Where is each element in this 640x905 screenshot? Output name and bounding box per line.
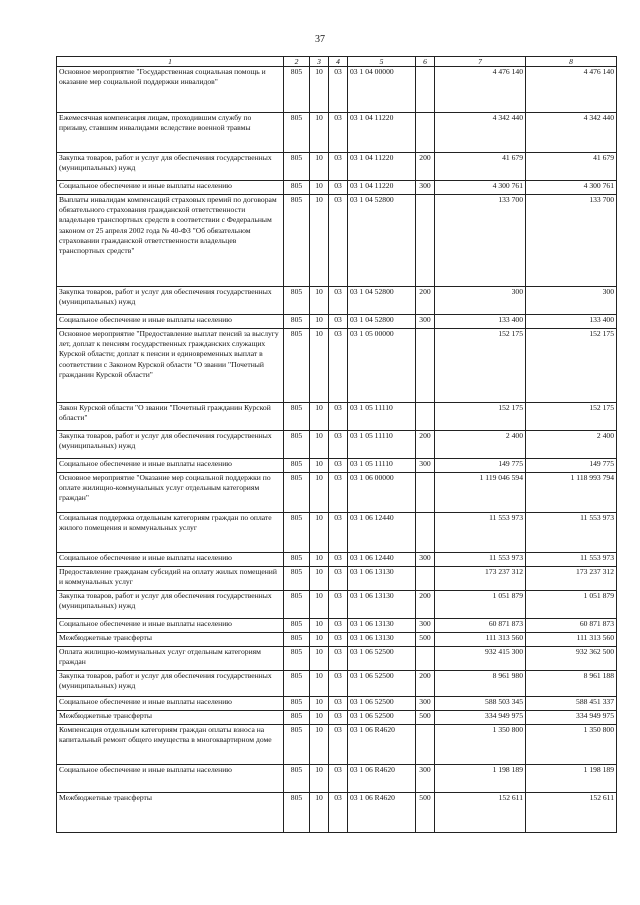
- row-name: Межбюджетные трансферты: [57, 633, 284, 647]
- row-amount-2: 173 237 312: [526, 567, 617, 591]
- row-subsection: 03: [329, 671, 348, 697]
- row-expense-type: [416, 403, 435, 431]
- row-section: 10: [310, 67, 329, 113]
- row-subsection: 03: [329, 793, 348, 833]
- row-code: 805: [284, 181, 310, 195]
- row-target-article: 03 1 04 52800: [348, 287, 416, 315]
- row-target-article: 03 1 06 52500: [348, 671, 416, 697]
- row-section: 10: [310, 553, 329, 567]
- row-target-article: 03 1 04 52800: [348, 195, 416, 287]
- row-section: 10: [310, 567, 329, 591]
- table-row: [57, 329, 617, 403]
- row-code: 805: [284, 765, 310, 793]
- row-amount-2: 2 400: [526, 431, 617, 459]
- row-name: Социальное обеспечение и иные выплаты населению: [57, 181, 284, 195]
- row-amount-1: 4 342 440: [435, 113, 526, 153]
- row-name: Основное мероприятие "Оказание мер социальной поддержки по оплате жилищно-коммунальных услуг отдельным категориям граждан": [57, 473, 284, 513]
- row-name: Закупка товаров, работ и услуг для обеспечения государственных (муниципальных) нужд: [57, 591, 284, 619]
- table-row: [57, 403, 617, 431]
- row-expense-type: 200: [416, 591, 435, 619]
- row-code: 805: [284, 725, 310, 765]
- row-code: 805: [284, 591, 310, 619]
- row-name: Межбюджетные трансферты: [57, 793, 284, 833]
- row-section: 10: [310, 725, 329, 765]
- row-code: 805: [284, 315, 310, 329]
- table-row: [57, 591, 617, 619]
- row-amount-2: 334 949 975: [526, 711, 617, 725]
- row-section: 10: [310, 431, 329, 459]
- row-target-article: 03 1 05 11110: [348, 403, 416, 431]
- row-expense-type: 500: [416, 793, 435, 833]
- row-target-article: 03 1 06 12440: [348, 513, 416, 553]
- row-name: Ежемесячная компенсация лицам, проходившим службу по призыву, ставшим инвалидами вследствие военной травмы: [57, 113, 284, 153]
- table-row: [57, 315, 617, 329]
- row-amount-2: 1 198 189: [526, 765, 617, 793]
- row-name: Социальное обеспечение и иные выплаты населению: [57, 697, 284, 711]
- page-number: 37: [315, 34, 325, 45]
- row-amount-2: 11 553 973: [526, 553, 617, 567]
- table-row: [57, 153, 617, 181]
- row-subsection: 03: [329, 697, 348, 711]
- row-target-article: 03 1 06 R4620: [348, 725, 416, 765]
- row-target-article: 03 1 06 13130: [348, 567, 416, 591]
- column-number-8: 8: [526, 57, 617, 67]
- column-number-5: 5: [348, 57, 416, 67]
- row-amount-1: 1 119 046 594: [435, 473, 526, 513]
- row-amount-1: 152 175: [435, 403, 526, 431]
- row-name: Основное мероприятие "Государственная социальная помощь и оказание мер социальной поддержки инвалидов": [57, 67, 284, 113]
- row-amount-1: 2 400: [435, 431, 526, 459]
- row-section: 10: [310, 473, 329, 513]
- row-code: 805: [284, 431, 310, 459]
- row-subsection: 03: [329, 67, 348, 113]
- row-name: Закупка товаров, работ и услуг для обеспечения государственных (муниципальных) нужд: [57, 671, 284, 697]
- row-subsection: 03: [329, 633, 348, 647]
- row-subsection: 03: [329, 591, 348, 619]
- row-section: 10: [310, 459, 329, 473]
- row-amount-2: 133 400: [526, 315, 617, 329]
- row-amount-1: 1 198 189: [435, 765, 526, 793]
- row-amount-2: 932 362 500: [526, 647, 617, 671]
- row-target-article: 03 1 05 11110: [348, 431, 416, 459]
- row-amount-1: 41 679: [435, 153, 526, 181]
- table-row: [57, 567, 617, 591]
- row-amount-2: 1 051 879: [526, 591, 617, 619]
- row-expense-type: [416, 647, 435, 671]
- row-subsection: 03: [329, 153, 348, 181]
- row-expense-type: 200: [416, 671, 435, 697]
- row-section: 10: [310, 513, 329, 553]
- row-name: Социальное обеспечение и иные выплаты населению: [57, 315, 284, 329]
- row-subsection: 03: [329, 765, 348, 793]
- row-name: Закупка товаров, работ и услуг для обеспечения государственных (муниципальных) нужд: [57, 431, 284, 459]
- table-row: [57, 287, 617, 315]
- row-expense-type: 500: [416, 633, 435, 647]
- row-expense-type: 300: [416, 459, 435, 473]
- row-name: Социальное обеспечение и иные выплаты населению: [57, 553, 284, 567]
- row-name: Социальная поддержка отдельным категориям граждан по оплате жилого помещения и коммунальных услуг: [57, 513, 284, 553]
- row-section: 10: [310, 315, 329, 329]
- row-section: 10: [310, 195, 329, 287]
- row-code: 805: [284, 619, 310, 633]
- row-subsection: 03: [329, 195, 348, 287]
- row-amount-2: 152 611: [526, 793, 617, 833]
- row-amount-1: 133 400: [435, 315, 526, 329]
- table-row: [57, 619, 617, 633]
- row-amount-1: 133 700: [435, 195, 526, 287]
- row-code: 805: [284, 711, 310, 725]
- row-amount-1: 152 611: [435, 793, 526, 833]
- row-code: 805: [284, 329, 310, 403]
- row-name: Выплаты инвалидам компенсаций страховых премий по договорам обязательного страхования гражданской ответственности владельцев транспортных средств в соответствии с Федеральным законом от 25 апреля 2002 года № 40-ФЗ "Об обязательном страховании гражданской ответственности владельцев транспортных средств": [57, 195, 284, 287]
- row-amount-2: 4 342 440: [526, 113, 617, 153]
- row-amount-2: 4 476 140: [526, 67, 617, 113]
- row-code: 805: [284, 195, 310, 287]
- row-section: 10: [310, 633, 329, 647]
- row-amount-2: 11 553 973: [526, 513, 617, 553]
- row-amount-2: 149 775: [526, 459, 617, 473]
- row-target-article: 03 1 06 52500: [348, 711, 416, 725]
- row-subsection: 03: [329, 711, 348, 725]
- row-target-article: 03 1 05 00000: [348, 329, 416, 403]
- row-name: Социальное обеспечение и иные выплаты населению: [57, 765, 284, 793]
- row-subsection: 03: [329, 403, 348, 431]
- row-target-article: 03 1 06 00000: [348, 473, 416, 513]
- row-expense-type: [416, 725, 435, 765]
- row-section: 10: [310, 793, 329, 833]
- row-amount-2: 4 300 761: [526, 181, 617, 195]
- row-target-article: 03 1 06 12440: [348, 553, 416, 567]
- row-target-article: 03 1 05 11110: [348, 459, 416, 473]
- row-amount-1: 588 503 345: [435, 697, 526, 711]
- row-section: 10: [310, 287, 329, 315]
- column-number-7: 7: [435, 57, 526, 67]
- row-amount-2: 60 871 873: [526, 619, 617, 633]
- table-row: [57, 711, 617, 725]
- row-amount-2: 111 313 560: [526, 633, 617, 647]
- row-expense-type: 300: [416, 765, 435, 793]
- row-target-article: 03 1 04 11220: [348, 153, 416, 181]
- row-amount-2: 133 700: [526, 195, 617, 287]
- row-expense-type: [416, 195, 435, 287]
- row-subsection: 03: [329, 725, 348, 765]
- row-expense-type: 300: [416, 697, 435, 711]
- row-code: 805: [284, 793, 310, 833]
- row-target-article: 03 1 06 R4620: [348, 793, 416, 833]
- row-code: 805: [284, 403, 310, 431]
- row-amount-1: 300: [435, 287, 526, 315]
- row-section: 10: [310, 403, 329, 431]
- row-target-article: 03 1 06 13130: [348, 633, 416, 647]
- row-section: 10: [310, 153, 329, 181]
- row-expense-type: [416, 473, 435, 513]
- row-section: 10: [310, 619, 329, 633]
- table-row: [57, 765, 617, 793]
- row-expense-type: 300: [416, 315, 435, 329]
- row-expense-type: 500: [416, 711, 435, 725]
- row-subsection: 03: [329, 287, 348, 315]
- row-subsection: 03: [329, 553, 348, 567]
- row-code: 805: [284, 647, 310, 671]
- row-name: Социальное обеспечение и иные выплаты населению: [57, 619, 284, 633]
- row-section: 10: [310, 591, 329, 619]
- row-section: 10: [310, 181, 329, 195]
- row-expense-type: [416, 113, 435, 153]
- row-name: Основное мероприятие "Предоставление выплат пенсий за выслугу лет, доплат к пенсиям государственных гражданских служащих Курской области; доплат к пенсии и единовременных выплат в соответствии с Законом Курской области "О звании "Почетный гражданин Курской области": [57, 329, 284, 403]
- row-expense-type: [416, 67, 435, 113]
- row-code: 805: [284, 153, 310, 181]
- row-target-article: 03 1 06 13130: [348, 619, 416, 633]
- row-expense-type: 200: [416, 431, 435, 459]
- table-row: [57, 633, 617, 647]
- row-amount-1: 111 313 560: [435, 633, 526, 647]
- row-section: 10: [310, 765, 329, 793]
- row-target-article: 03 1 06 52500: [348, 697, 416, 711]
- row-amount-2: 152 175: [526, 403, 617, 431]
- row-subsection: 03: [329, 181, 348, 195]
- row-code: 805: [284, 513, 310, 553]
- row-expense-type: [416, 513, 435, 553]
- row-amount-2: 300: [526, 287, 617, 315]
- row-amount-1: 1 350 800: [435, 725, 526, 765]
- column-number-3: 3: [310, 57, 329, 67]
- row-subsection: 03: [329, 513, 348, 553]
- row-code: 805: [284, 567, 310, 591]
- row-target-article: 03 1 04 11220: [348, 181, 416, 195]
- row-amount-1: 1 051 879: [435, 591, 526, 619]
- row-name: Предоставление гражданам субсидий на оплату жилых помещений и коммунальных услуг: [57, 567, 284, 591]
- row-amount-2: 41 679: [526, 153, 617, 181]
- row-subsection: 03: [329, 459, 348, 473]
- row-amount-1: 60 871 873: [435, 619, 526, 633]
- row-code: 805: [284, 553, 310, 567]
- table-row: [57, 553, 617, 567]
- row-amount-1: 173 237 312: [435, 567, 526, 591]
- row-amount-1: 11 553 973: [435, 513, 526, 553]
- table-row: [57, 671, 617, 697]
- row-expense-type: 300: [416, 181, 435, 195]
- row-amount-2: 8 961 188: [526, 671, 617, 697]
- row-section: 10: [310, 697, 329, 711]
- table-row: [57, 473, 617, 513]
- row-amount-2: 588 451 337: [526, 697, 617, 711]
- row-subsection: 03: [329, 473, 348, 513]
- row-expense-type: 300: [416, 553, 435, 567]
- row-amount-1: 149 775: [435, 459, 526, 473]
- row-target-article: 03 1 06 52500: [348, 647, 416, 671]
- column-number-4: 4: [329, 57, 348, 67]
- row-section: 10: [310, 647, 329, 671]
- row-subsection: 03: [329, 113, 348, 153]
- row-section: 10: [310, 711, 329, 725]
- row-code: 805: [284, 287, 310, 315]
- row-target-article: 03 1 06 13130: [348, 591, 416, 619]
- row-amount-2: 1 118 993 794: [526, 473, 617, 513]
- row-name: Закупка товаров, работ и услуг для обеспечения государственных (муниципальных) нужд: [57, 287, 284, 315]
- row-target-article: 03 1 04 00000: [348, 67, 416, 113]
- row-target-article: 03 1 04 11220: [348, 113, 416, 153]
- table-row: [57, 459, 617, 473]
- row-amount-2: 1 350 800: [526, 725, 617, 765]
- row-expense-type: 200: [416, 287, 435, 315]
- row-name: Межбюджетные трансферты: [57, 711, 284, 725]
- column-number-2: 2: [284, 57, 310, 67]
- row-amount-1: 11 553 973: [435, 553, 526, 567]
- table-row: [57, 647, 617, 671]
- table-row: [57, 195, 617, 287]
- row-subsection: 03: [329, 315, 348, 329]
- row-amount-1: 8 961 980: [435, 671, 526, 697]
- column-number-6: 6: [416, 57, 435, 67]
- row-subsection: 03: [329, 431, 348, 459]
- row-section: 10: [310, 113, 329, 153]
- row-amount-1: 334 949 975: [435, 711, 526, 725]
- row-code: 805: [284, 459, 310, 473]
- row-code: 805: [284, 671, 310, 697]
- row-subsection: 03: [329, 619, 348, 633]
- row-subsection: 03: [329, 329, 348, 403]
- row-name: Компенсация отдельным категориям граждан оплаты взноса на капитальный ремонт общего имущества в многоквартирном доме: [57, 725, 284, 765]
- row-expense-type: 300: [416, 619, 435, 633]
- row-code: 805: [284, 113, 310, 153]
- row-name: Закон Курской области "О звании "Почетный гражданин Курской области": [57, 403, 284, 431]
- column-number-1: 1: [57, 57, 284, 67]
- row-target-article: 03 1 06 R4620: [348, 765, 416, 793]
- table-row: [57, 113, 617, 153]
- row-subsection: 03: [329, 647, 348, 671]
- table-row: [57, 431, 617, 459]
- row-section: 10: [310, 671, 329, 697]
- table-row: [57, 67, 617, 113]
- row-amount-2: 152 175: [526, 329, 617, 403]
- row-name: Закупка товаров, работ и услуг для обеспечения государственных (муниципальных) нужд: [57, 153, 284, 181]
- row-code: 805: [284, 697, 310, 711]
- column-number-row: [57, 57, 617, 67]
- row-expense-type: [416, 329, 435, 403]
- row-code: 805: [284, 67, 310, 113]
- row-section: 10: [310, 329, 329, 403]
- row-amount-1: 4 476 140: [435, 67, 526, 113]
- budget-table: [56, 56, 617, 833]
- row-amount-1: 932 415 300: [435, 647, 526, 671]
- row-code: 805: [284, 633, 310, 647]
- table-row: [57, 181, 617, 195]
- row-name: Социальное обеспечение и иные выплаты населению: [57, 459, 284, 473]
- table-row: [57, 697, 617, 711]
- table-row: [57, 725, 617, 765]
- table-row: [57, 513, 617, 553]
- row-target-article: 03 1 04 52800: [348, 315, 416, 329]
- row-amount-1: 4 300 761: [435, 181, 526, 195]
- table-row: [57, 793, 617, 833]
- row-name: Оплата жилищно-коммунальных услуг отдельным категориям граждан: [57, 647, 284, 671]
- row-expense-type: [416, 567, 435, 591]
- row-amount-1: 152 175: [435, 329, 526, 403]
- row-expense-type: 200: [416, 153, 435, 181]
- row-subsection: 03: [329, 567, 348, 591]
- row-code: 805: [284, 473, 310, 513]
